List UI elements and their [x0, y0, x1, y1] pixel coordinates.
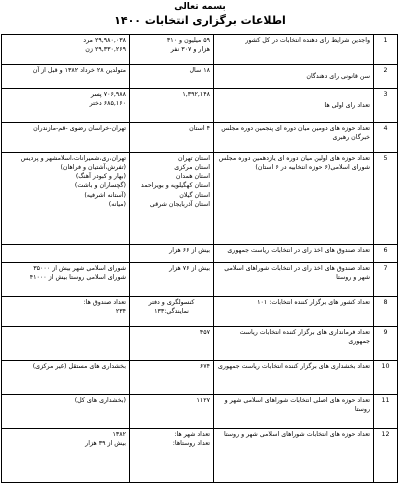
row-number: 6: [374, 245, 398, 263]
value-line: ۶۷۴: [199, 363, 210, 370]
table-row: [2, 297, 398, 327]
value-line: بیش از ۶۶ هزار: [169, 247, 210, 254]
value-line: ۵۹ میلیون و ۳۱۰: [166, 37, 210, 44]
row-value: [130, 361, 214, 395]
row-value: [130, 153, 214, 245]
extra-line: تعداد صندوق ها:: [83, 299, 126, 306]
value-line: هزار و ۳۰۷ نفر: [170, 46, 210, 54]
row-number: 5: [374, 153, 398, 245]
row-value: [130, 35, 214, 65]
row-value: [130, 263, 214, 297]
row-number: 12: [374, 429, 398, 483]
row-number: 11: [374, 395, 398, 429]
row-number: 3: [374, 89, 398, 123]
row-value: [130, 65, 214, 89]
value-line: استان همدان: [175, 173, 210, 181]
table-row: [2, 361, 398, 395]
row-title: تعداد حوزه های دومین میان دوره ای پنجمین دوره مجلس خبرگان رهبری: [214, 123, 374, 153]
value-line: استان گیلان: [179, 191, 210, 199]
value-line: ۱۱۲۷: [196, 397, 210, 404]
extra-line: (بخشداری های کل): [74, 397, 126, 404]
row-value: [130, 123, 214, 153]
row-title: تعداد کشور های برگزار کننده انتخابات: ۱۰۱: [214, 297, 374, 327]
extra-line: ۲۹,۳۳۰,۲۶۹ زن: [85, 46, 126, 54]
extra-line: (بهار و کبودر آهنگ): [75, 173, 126, 181]
row-title: تعداد رای اولی ها: [214, 89, 374, 123]
value-line: استان تهران: [178, 155, 210, 162]
row-title: تعداد حوزه های انتخابات شوراهای اسلامی شهر و روستا: [214, 429, 374, 483]
extra-line: ۱۳۸۲: [112, 431, 126, 438]
extra-line: تهران-خراسان رضوی -قم-مازندران: [33, 125, 126, 132]
extra-line: ۲۹,۹۸۰,۰۳۸ مرد: [83, 37, 126, 44]
value-line: ۱۸ سال: [189, 67, 210, 74]
row-extra: [2, 395, 130, 429]
row-extra: [2, 245, 130, 263]
row-extra: [2, 429, 130, 483]
table-row: [2, 245, 398, 263]
row-extra: [2, 361, 130, 395]
row-number: 10: [374, 361, 398, 395]
extra-line: شورای اسلامی روستا بیش از ۴۱۰۰۰: [29, 274, 126, 282]
row-value: [130, 327, 214, 361]
row-extra: [2, 263, 130, 297]
row-title: تعداد حوزه های اصلی انتخابات شوراهای اسلامی شهر و روستا: [214, 395, 374, 429]
table-row: [2, 327, 398, 361]
table-row: [2, 395, 398, 429]
table-row: [2, 153, 398, 245]
row-number: 2: [374, 65, 398, 89]
extra-line: بخشداری های مستقل (غیر مرکزی): [32, 363, 126, 370]
table-row: [2, 89, 398, 123]
row-number: 9: [374, 327, 398, 361]
value-line: ۴۵۷: [199, 329, 210, 336]
extra-line: ۶۸۵,۱۶۰ دختر: [89, 100, 126, 108]
value-line: ۱,۳۹۲,۱۴۸: [182, 91, 210, 98]
row-extra: [2, 65, 130, 89]
row-extra: [2, 327, 130, 361]
extra-line: شورای اسلامی شهر بیش از ۳۵۰۰۰: [33, 265, 126, 272]
value-line: بیش از ۷۶ هزار: [169, 265, 210, 272]
row-number: 4: [374, 123, 398, 153]
row-number: 7: [374, 263, 398, 297]
row-value: [130, 297, 214, 327]
row-extra: [2, 89, 130, 123]
election-info-table: [1, 34, 398, 483]
row-title: سن قانونی رای دهندگان: [214, 65, 374, 89]
value-line: استان کهگیلویه و بویراحمد: [140, 182, 210, 190]
value-line: تعداد روستاها:: [172, 440, 210, 448]
row-title: تعداد فرمانداری های برگزار کننده انتخابات ریاست جمهوری: [214, 327, 374, 361]
row-number: 8: [374, 297, 398, 327]
table-row: [2, 429, 398, 483]
extra-line: متولدین ۲۸ خرداد ۱۳۸۲ و قبل از آن: [32, 67, 126, 74]
document-basmala: بسمه تعالی: [174, 2, 226, 12]
value-line: کنسولگری و دفتر: [148, 299, 195, 306]
value-line: تعداد شهر ها:: [174, 431, 210, 438]
row-extra: [2, 35, 130, 65]
row-title: تعداد حوزه های اولین میان دوره ای یازدهمین دوره مجلس شورای اسلامی(۶ حوزه انتخابیه در ۶ استان): [214, 153, 374, 245]
row-title: تعداد صندوق های اخذ رای در انتخابات شوراهای اسلامی شهر و روستا: [214, 263, 374, 297]
row-value: [130, 395, 214, 429]
value-line: نمایندگی:۱۳۳: [154, 308, 189, 316]
extra-line: (گچساران و باشت): [74, 182, 126, 190]
extra-line: ۲۳۴: [115, 308, 126, 316]
row-title: واجدین شرایط رای دهنده انتخابات در کل کشور: [214, 35, 374, 65]
extra-line: بیش از ۳۹ هزار: [85, 440, 126, 448]
extra-line: تهران،ری،شمیرانات،اسلامشهر و پردیس: [20, 155, 126, 162]
table-row: [2, 35, 398, 65]
row-number: 1: [374, 35, 398, 65]
row-title: تعداد صندوق های اخذ رای در انتخابات ریاست جمهوری: [214, 245, 374, 263]
table-row: [2, 123, 398, 153]
row-value: [130, 89, 214, 123]
row-value: [130, 429, 214, 483]
document-title: اطلاعات برگزاری انتخابات ۱۴۰۰: [114, 14, 286, 27]
table-row: [2, 263, 398, 297]
row-extra: [2, 153, 130, 245]
value-line: استان آذربایجان شرقی: [149, 200, 210, 208]
value-line: استان مرکزی: [174, 164, 210, 172]
extra-line: (میانه): [108, 200, 126, 208]
row-extra: [2, 123, 130, 153]
row-value: [130, 245, 214, 263]
extra-line: ۷۰۶,۹۸۸ پسر: [90, 91, 126, 98]
row-title: تعداد بخشداری های برگزار کننده انتخابات ریاست جمهوری: [214, 361, 374, 395]
row-extra: [2, 297, 130, 327]
table-row: [2, 65, 398, 89]
value-line: ۴ استان: [189, 125, 210, 132]
extra-line: (تفرش،آشتیان و فراهان): [60, 164, 126, 172]
extra-line: (آستانه اشرفیه): [84, 191, 126, 199]
